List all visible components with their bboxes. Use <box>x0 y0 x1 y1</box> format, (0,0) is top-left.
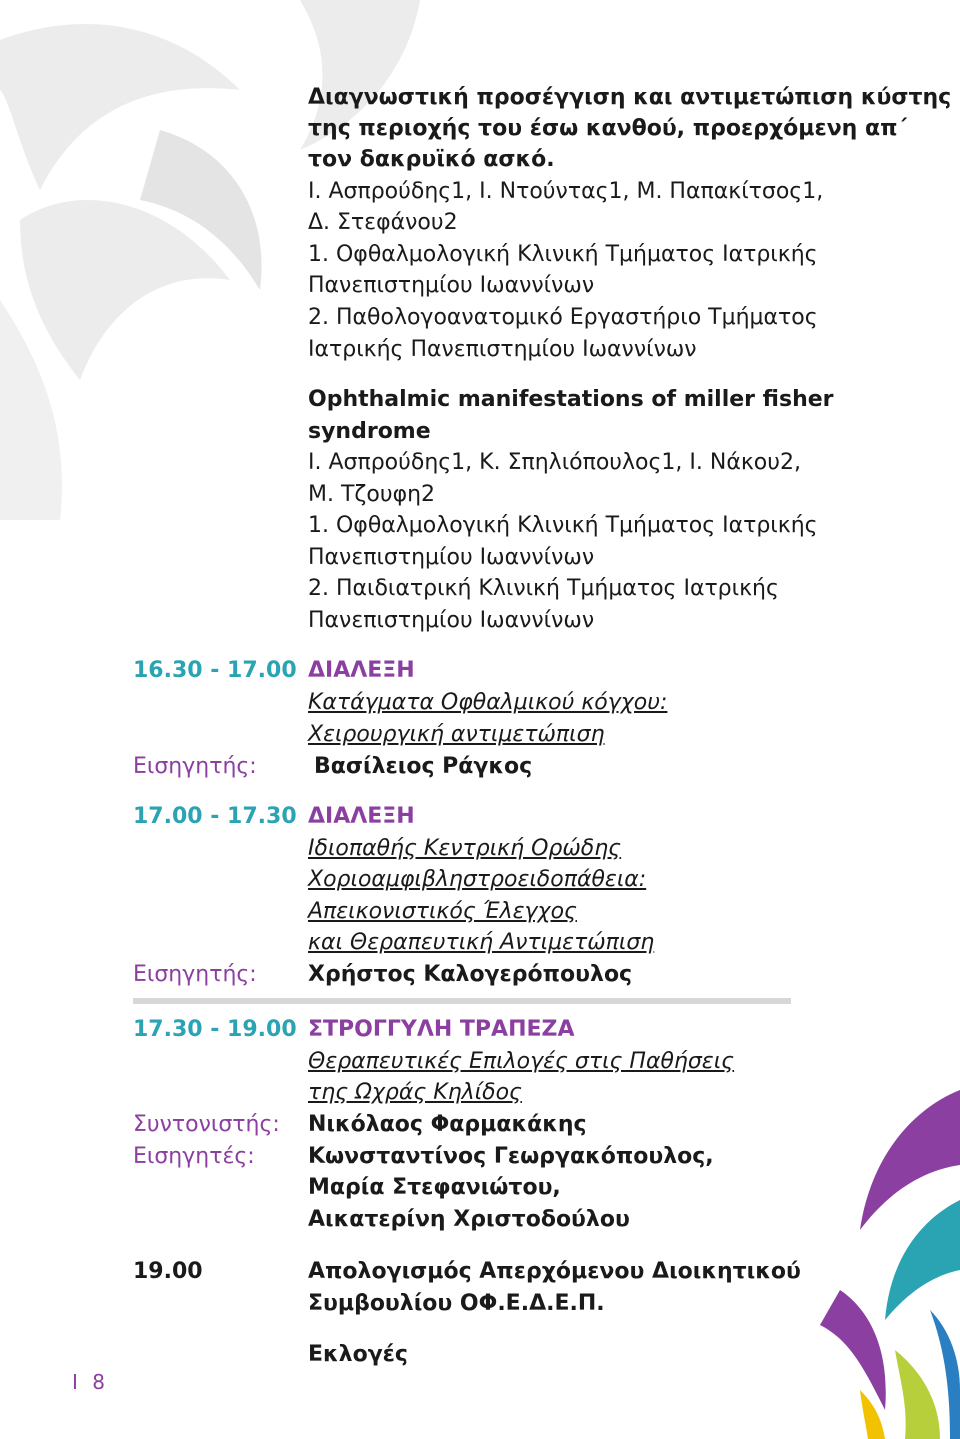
session-note: Εκλογές <box>308 1342 408 1367</box>
page-number <box>72 1370 105 1394</box>
session-title-line: Απολογισμός Απερχόμενου Διοικητικού <box>308 1259 801 1284</box>
moderator-name: Νικόλαος Φαρμακάκης <box>308 1112 587 1137</box>
session-topic-line: Απεικονιστικός Έλεγχος <box>308 899 577 924</box>
speaker-name: Μαρία Στεφανιώτου, <box>308 1175 561 1200</box>
decorative-swirl-bottom <box>800 1090 960 1439</box>
paper-authors-line: Ι. Ασπρούδης1, Κ. Σπηλιόπουλος1, Ι. Νάκου2, <box>308 450 801 475</box>
session-title-line: Συμβουλίου ΟΦ.Ε.Δ.Ε.Π. <box>308 1291 605 1316</box>
session-time: 19.00 <box>133 1259 203 1284</box>
section-divider <box>133 998 791 1004</box>
session-topic-line: Ιδιοπαθής Κεντρική Ορώδης <box>308 836 622 861</box>
session-topic-line: Χειρουργική αντιμετώπιση <box>308 722 605 747</box>
session-topic-line: Κατάγματα Οφθαλμικού κόγχου: <box>308 690 668 715</box>
paper-authors-line: Ι. Ασπρούδης1, Ι. Ντούντας1, Μ. Παπακίτσος1, <box>308 179 824 204</box>
session-topic-line: και Θεραπευτική Αντιμετώπιση <box>308 930 655 955</box>
speaker-name: Χρήστος Καλογερόπουλος <box>308 962 633 987</box>
affiliation-line: 1. Οφθαλμολογική Κλινική Τμήματος Ιατρικής <box>308 242 818 267</box>
moderator-role-label: Συντονιστής: <box>133 1112 280 1137</box>
affiliation-line: Πανεπιστημίου Ιωαννίνων <box>308 273 595 298</box>
affiliation-line: Πανεπιστημίου Ιωαννίνων <box>308 608 595 633</box>
paper-title-line: Ophthalmic manifestations of miller fisher <box>308 387 834 412</box>
speaker-role-label: Εισηγητής: <box>133 962 257 987</box>
session-time: 17.30 - 19.00 <box>133 1017 297 1042</box>
session-type: ΔΙΑΛΕΞΗ <box>308 804 415 829</box>
speakers-role-label: Εισηγητές: <box>133 1144 255 1169</box>
affiliation-line: Ιατρικής Πανεπιστημίου Ιωαννίνων <box>308 337 697 362</box>
speaker-name: Αικατερίνη Χριστοδούλου <box>308 1207 630 1232</box>
session-type: ΔΙΑΛΕΞΗ <box>308 658 415 683</box>
session-type: ΣΤΡΟΓΓΥΛΗ ΤΡΑΠΕΖΑ <box>308 1017 575 1042</box>
speaker-name: Κωνσταντίνος Γεωργακόπουλος, <box>308 1144 714 1169</box>
paper-title-line: τον δακρυϊκό ασκό. <box>308 147 555 172</box>
session-topic-line: της Ωχράς Κηλίδος <box>308 1080 522 1105</box>
paper-authors-line: Μ. Τζουφη2 <box>308 482 436 507</box>
session-topic-line: Θεραπευτικές Επιλογές στις Παθήσεις <box>308 1049 735 1074</box>
affiliation-line: Πανεπιστημίου Ιωαννίνων <box>308 545 595 570</box>
paper-title-line: Διαγνωστική προσέγγιση και αντιμετώπιση κύστης <box>308 85 952 110</box>
session-topic-line: Χοριοαμφιβληστροειδοπάθεια: <box>308 867 647 892</box>
affiliation-line: 2. Παιδιατρική Κλινική Τμήματος Ιατρικής <box>308 576 779 601</box>
paper-authors-line: Δ. Στεφάνου2 <box>308 210 458 235</box>
paper-title-line: syndrome <box>308 419 431 444</box>
session-time: 16.30 - 17.00 <box>133 658 297 683</box>
speaker-role-label: Εισηγητής: <box>133 754 257 779</box>
speaker-name: Βασίλειος Ράγκος <box>314 754 533 779</box>
page-number-bar: I <box>72 1370 78 1394</box>
affiliation-line: 1. Οφθαλμολογική Κλινική Τμήματος Ιατρικής <box>308 513 818 538</box>
page-number-value: 8 <box>92 1370 105 1394</box>
session-time: 17.00 - 17.30 <box>133 804 297 829</box>
paper-title-line: της περιοχής του έσω κανθού, προερχόμενη απ΄ <box>308 116 908 141</box>
affiliation-line: 2. Παθολογοανατομικό Εργαστήριο Τμήματος <box>308 305 818 330</box>
